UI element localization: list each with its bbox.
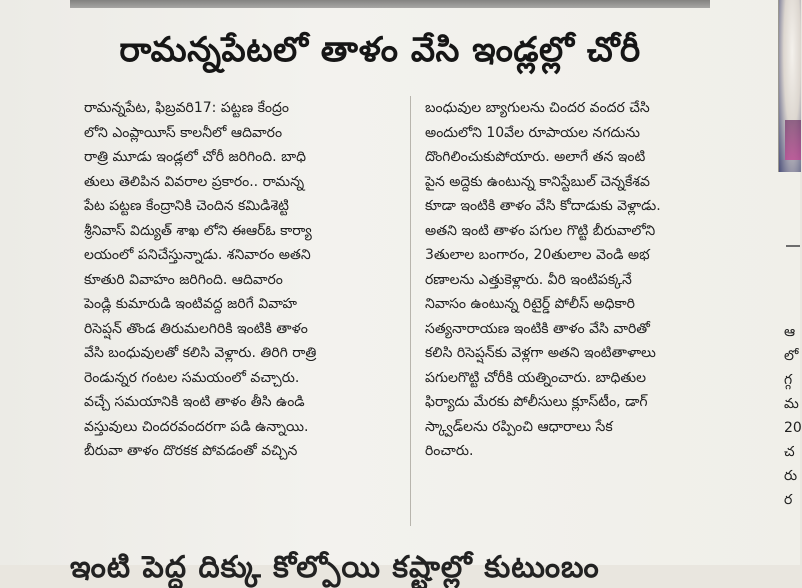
text-line: వేసి బంధువులతో కలిసి వెళ్లారు. తిరిగి రాత్రి: [84, 345, 317, 361]
text-line: రెండున్నర గంటల సమయంలో వచ్చారు.: [84, 369, 300, 386]
text-fragment: 20: [784, 420, 802, 436]
text-line: అతని ఇంటి తాళం పగుల గొట్టి బీరువాలోని: [425, 222, 656, 239]
text-line: తులు తెలిపిన వివరాల ప్రకారం.. రామన్న: [84, 173, 305, 190]
text-line: పైన అద్దెకు ఉంటున్న కానిస్టేబుల్ చెన్నకేశవ: [425, 173, 650, 190]
article-column-right: [425, 96, 745, 526]
text-line: పెండ్లి కుమారుడి ఇంటివద్ద జరిగే వివాహ: [84, 296, 297, 312]
text-line: కూడా ఇంటికి తాళం వేసి కోదాడుకు వెళ్లాడు.: [425, 198, 661, 214]
text-fragment: మ: [784, 396, 799, 412]
text-line: స్క్వాడ్‌లను రప్పించి ఆధారాలు సేక: [425, 418, 613, 435]
text-line: రించారు.: [425, 443, 474, 459]
text-fragment: లో: [784, 348, 799, 364]
text-fragment: ర: [784, 492, 793, 508]
text-line: బీరువా తాళం దొరకక పోవడంతో వచ్చిన: [84, 443, 298, 459]
text-line: శ్రీనివాస్ విద్యుత్ శాఖ లోని ఈఆర్ఓ కార్యా: [84, 222, 312, 239]
text-line: బంధువుల బ్యాగులను చిందర వందర చేసి: [425, 100, 650, 116]
text-fragment: గ్గ: [784, 372, 793, 388]
text-line: లయంలో పనిచేస్తున్నాడు. శనివారం అతని: [84, 247, 311, 263]
adjacent-article-column: [784, 320, 800, 560]
next-headline-text: ఇంటి పెద్ద దిక్కు కోల్పోయి కష్టాల్లో కుటుంబం: [70, 550, 600, 585]
text-line: నివాసం ఉంటున్న రిటైర్డ్ పోలీస్ అధికారి: [425, 296, 635, 312]
text-line: పేట పట్టణ కేంద్రానికి చెందిన కమిడిశెట్టి: [84, 198, 289, 214]
text-line: దొంగిలించుకుపోయారు. అలాగే తన ఇంటి: [425, 149, 646, 165]
text-line: వచ్చే సమయానికి ఇంటి తాళం తీసి ఉండి: [84, 394, 305, 410]
side-divider: [786, 245, 800, 247]
text-line: 3తులాల బంగారం, 20తులాల వెండి అభ: [425, 247, 650, 263]
text-line: రాత్రి మూడు ఇండ్లలో చోరీ జరిగింది. బాధి: [84, 149, 306, 165]
text-fragment: ఆ: [784, 324, 796, 340]
text-line: సత్యనారాయణ ఇంటికి తాళం వేసి వారితో: [425, 320, 650, 337]
next-article-headline: [70, 548, 720, 585]
article-column-left: [84, 96, 404, 526]
photo-detail: [785, 120, 801, 160]
text-line: ఫిర్యాదు మేరకు పోలీసులు క్లూస్‌టీం, డాగ్: [425, 394, 648, 410]
text-line: రణాలను ఎత్తుకెళ్లారు. వీరి ఇంటిపక్కనే: [425, 271, 632, 288]
column-divider: [410, 96, 411, 526]
text-fragment: రు: [784, 468, 798, 484]
cut-off-previous-headline: [70, 0, 710, 8]
text-line: కలిసి రిసెప్షన్‌కు వెళ్లగా అతని ఇంటితాళాలు: [425, 345, 656, 361]
text-line: రిసెప్షన్ తొండ తిరుమలగిరికి ఇంటికి తాళం: [84, 320, 308, 337]
article-headline: రామన్నపేటలో తాళం వేసి ఇండ్లల్లో చోరీ: [119, 30, 641, 70]
text-fragment: చ: [784, 444, 795, 460]
text-line: లోని ఎంప్లాయీస్ కాలనీలో ఆదివారం: [84, 124, 283, 141]
text-line: పగులగొట్టి చోరీకి యత్నించారు. బాధితుల: [425, 369, 647, 386]
news-photo: [778, 0, 801, 172]
text-line: వస్తువులు చిందరవందరగా పడి ఉన్నాయి.: [84, 418, 309, 435]
text-line: కూతురి వివాహం జరిగింది. ఆదివారం: [84, 271, 283, 288]
text-line: రామన్నపేట, ఫిబ్రవరి17: పట్టణ కేంద్రం: [84, 100, 289, 116]
text-line: అందులోని 10వేల రూపాయల నగదును: [425, 124, 640, 141]
